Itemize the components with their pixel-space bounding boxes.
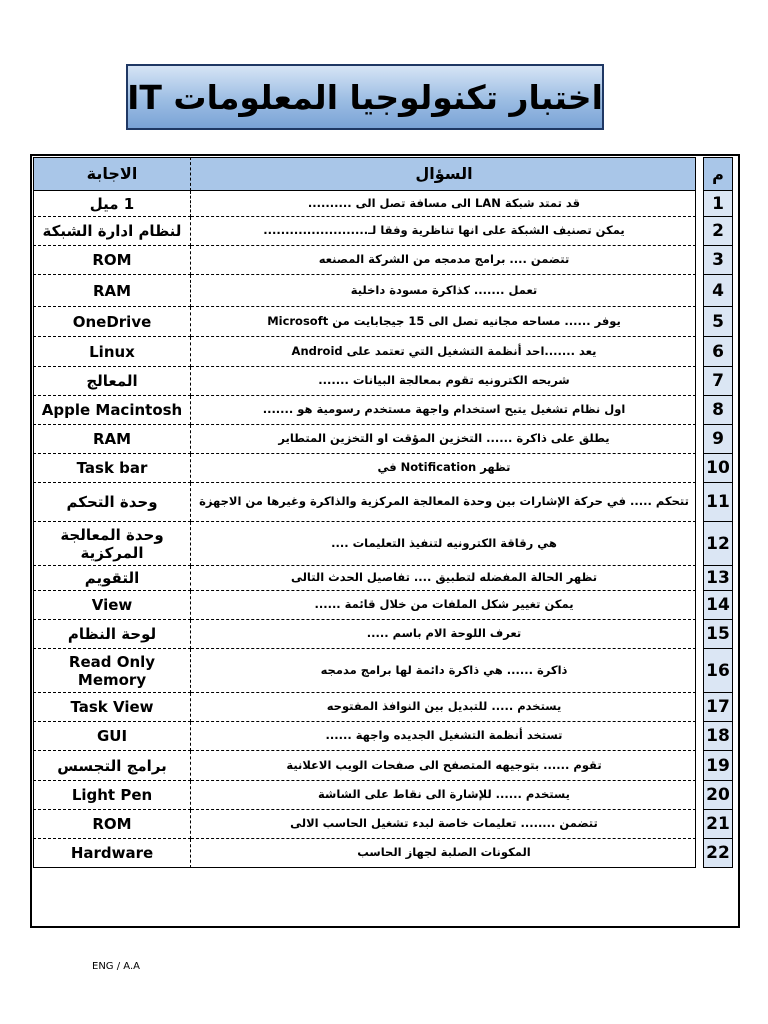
question-cell: يستخدم ...... للإشارة الى نقاط على الشاشة	[191, 781, 696, 810]
question-cell: تتحكم ..... في حركة الإشارات بين وحدة المعالجة المركزية والذاكرة وغيرها من الاجهزة	[191, 483, 696, 522]
question-cell: يوفر ...... مساحه مجانيه تصل الى 15 جيجابايت من Microsoft	[191, 307, 696, 337]
question-cell: هي رقاقة الكترونيه لتنفيذ التعليمات ....	[191, 522, 696, 566]
answer-cell: OneDrive	[33, 307, 191, 337]
row-number: 22	[703, 839, 733, 868]
answer-cell: وحدة التحكم	[33, 483, 191, 522]
question-cell: تظهر الحالة المفضله لتطبيق .... تفاصيل الحدث التالى	[191, 566, 696, 591]
question-cell: يمكن تغيير شكل الملفات من خلال قائمة ......	[191, 591, 696, 620]
answer-cell: التقويم	[33, 566, 191, 591]
question-cell: يعد .......احد أنظمة التشغيل التي تعتمد على Android	[191, 337, 696, 367]
table-row	[33, 275, 733, 307]
table-row	[33, 483, 733, 522]
row-number: 6	[703, 337, 733, 367]
question-cell: تعرف اللوحة الام باسم .....	[191, 620, 696, 649]
row-number: 11	[703, 483, 733, 522]
table-row	[33, 649, 733, 693]
row-number: 20	[703, 781, 733, 810]
row-number: 8	[703, 396, 733, 425]
question-cell: يمكن تصنيف الشبكة على انها تناظرية وفقا لـ........................	[191, 217, 696, 246]
answer-cell: لوحة النظام	[33, 620, 191, 649]
header-answer: الاجابة	[33, 157, 191, 191]
question-cell: يستخدم ..... للتبديل بين النوافذ المفتوحه	[191, 693, 696, 722]
answer-cell: برامج التجسس	[33, 751, 191, 781]
answer-cell: Task View	[33, 693, 191, 722]
question-cell: تقوم ...... بتوجيهه المتصفح الى صفحات الويب الاعلانية	[191, 751, 696, 781]
row-number: 15	[703, 620, 733, 649]
table-row	[33, 454, 733, 483]
answer-cell: Linux	[33, 337, 191, 367]
question-cell: يطلق على ذاكرة ...... التخزين المؤقت او التخزين المتطاير	[191, 425, 696, 454]
answer-cell: View	[33, 591, 191, 620]
question-cell: قد تمتد شبكة LAN الى مسافة تصل الى ..........	[191, 191, 696, 217]
table-row	[33, 396, 733, 425]
answer-cell: لنظام ادارة الشبكة	[33, 217, 191, 246]
answer-cell: RAM	[33, 425, 191, 454]
row-number: 2	[703, 217, 733, 246]
table-row	[33, 246, 733, 275]
question-cell: شريحه الكترونيه تقوم بمعالجة البيانات .......	[191, 367, 696, 396]
answer-cell: ROM	[33, 246, 191, 275]
table-row	[33, 367, 733, 396]
row-number: 1	[703, 191, 733, 217]
quiz-table	[33, 157, 733, 868]
row-number: 21	[703, 810, 733, 839]
table-row	[33, 620, 733, 649]
row-number: 14	[703, 591, 733, 620]
row-number: 18	[703, 722, 733, 751]
row-number: 13	[703, 566, 733, 591]
question-cell: المكونات الصلبة لجهاز الحاسب	[191, 839, 696, 868]
table-row	[33, 337, 733, 367]
row-number: 5	[703, 307, 733, 337]
table-row	[33, 307, 733, 337]
row-number: 9	[703, 425, 733, 454]
table-body	[33, 191, 733, 868]
table-row	[33, 522, 733, 566]
question-cell: تستخد أنظمة التشغيل الجديده واجهة ......	[191, 722, 696, 751]
answer-cell: Hardware	[33, 839, 191, 868]
table-row	[33, 810, 733, 839]
answer-cell: GUI	[33, 722, 191, 751]
question-cell: تتضمن ........ تعليمات خاصة لبدء تشغيل الحاسب الالى	[191, 810, 696, 839]
question-cell: تتضمن .... برامج مدمجه من الشركة المصنعه	[191, 246, 696, 275]
table-row	[33, 191, 733, 217]
answer-cell: وحدة المعالجة المركزية	[33, 522, 191, 566]
row-number: 3	[703, 246, 733, 275]
table-row	[33, 425, 733, 454]
table-row	[33, 566, 733, 591]
answer-cell: المعالج	[33, 367, 191, 396]
row-number: 7	[703, 367, 733, 396]
table-row	[33, 217, 733, 246]
answer-cell: Apple Macintosh	[33, 396, 191, 425]
table-row	[33, 693, 733, 722]
answer-cell: Light Pen	[33, 781, 191, 810]
table-header-row	[33, 157, 733, 191]
table-row	[33, 781, 733, 810]
row-number: 10	[703, 454, 733, 483]
row-number: 17	[703, 693, 733, 722]
header-question: السؤال	[191, 157, 696, 191]
table-row	[33, 591, 733, 620]
footer-credit: ENG / A.A	[92, 961, 140, 972]
answer-cell: Read Only Memory	[33, 649, 191, 693]
question-cell: تعمل ....... كذاكرة مسودة داخلية	[191, 275, 696, 307]
row-number: 12	[703, 522, 733, 566]
table-row	[33, 722, 733, 751]
page-title-box	[126, 64, 604, 130]
table-row	[33, 751, 733, 781]
question-cell: ذاكرة ...... هي ذاكرة دائمة لها برامج مدمجه	[191, 649, 696, 693]
row-number: 4	[703, 275, 733, 307]
header-number: م	[703, 157, 733, 191]
row-number: 16	[703, 649, 733, 693]
answer-cell: RAM	[33, 275, 191, 307]
answer-cell: Task bar	[33, 454, 191, 483]
answer-cell: 1 ميل	[33, 191, 191, 217]
table-row	[33, 839, 733, 868]
page-title: اختبار تكنولوجيا المعلومات IT	[127, 77, 603, 117]
answer-cell: ROM	[33, 810, 191, 839]
question-cell: اول نظام تشغيل يتيح استخدام واجهة مستخدم رسومية هو .......	[191, 396, 696, 425]
question-cell: تظهر Notification في	[191, 454, 696, 483]
row-number: 19	[703, 751, 733, 781]
